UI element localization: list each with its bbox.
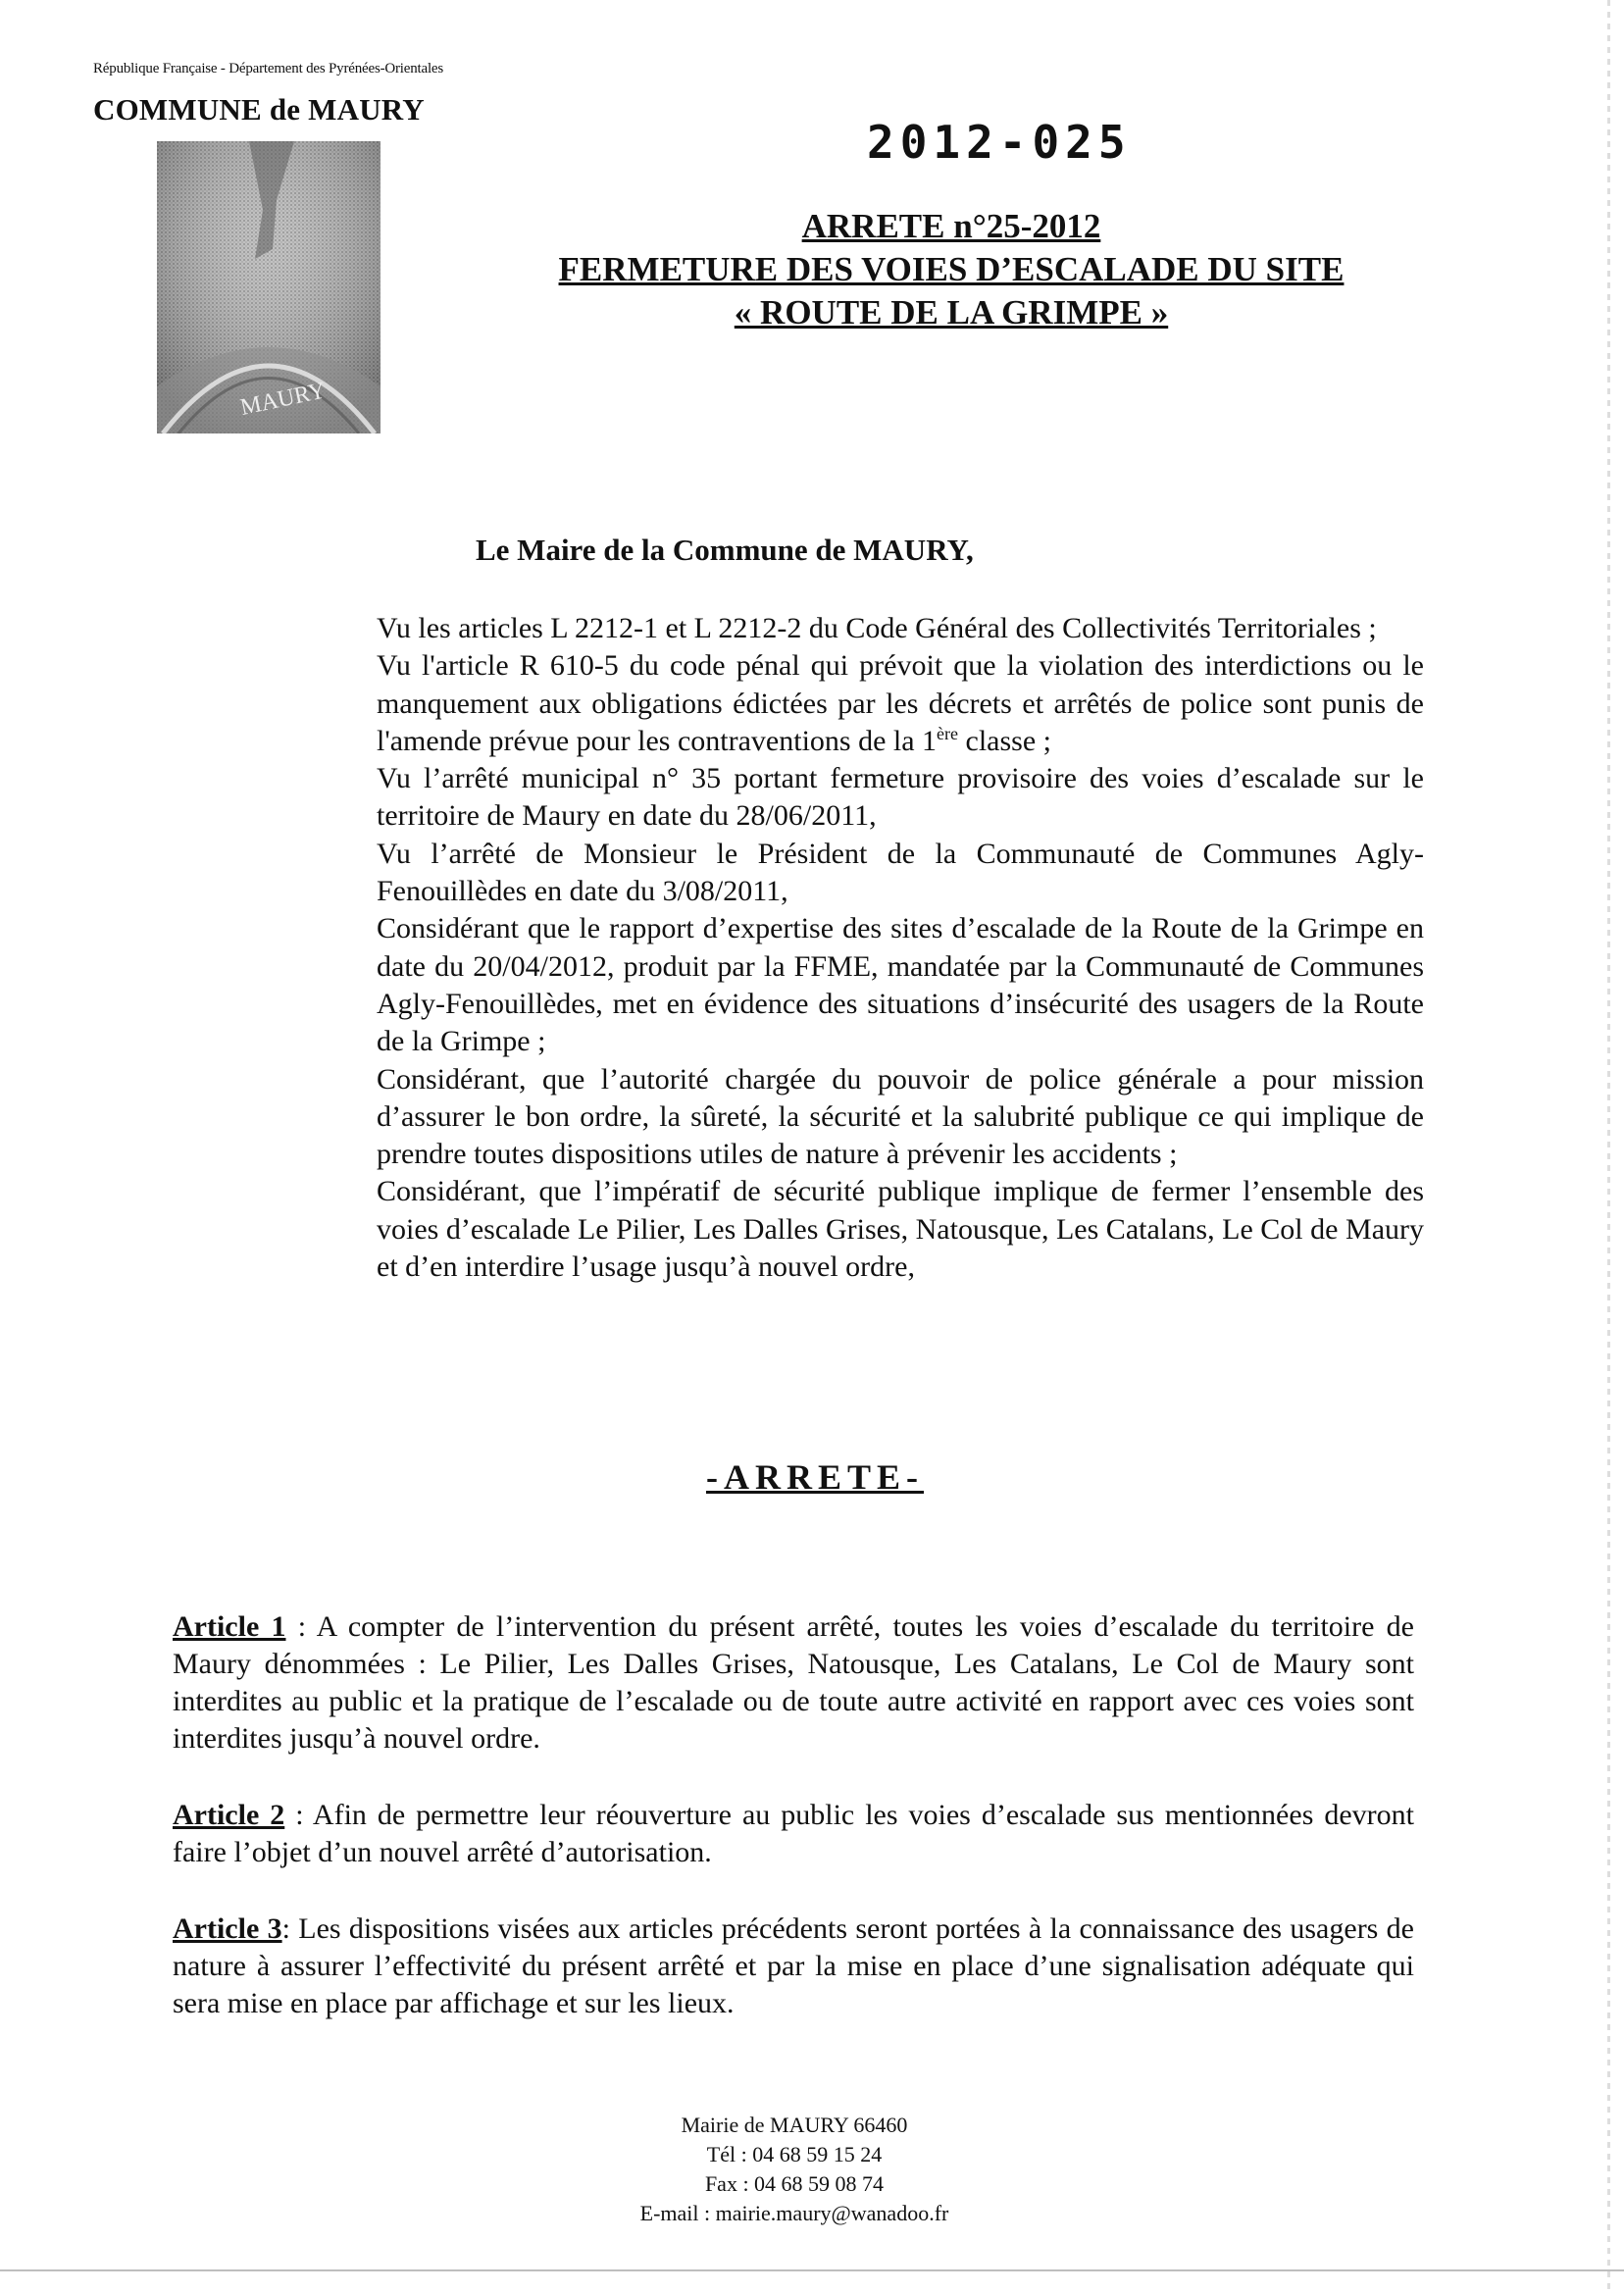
footer-phone: Tél : 04 68 59 15 24 — [706, 2142, 883, 2166]
arrete-subject-title: FERMETURE DES VOIES D’ESCALADE DU SITE — [558, 250, 1345, 288]
preamble-text: classe ; — [958, 724, 1051, 757]
seal-label: MAURY — [237, 378, 329, 422]
preamble-block — [377, 610, 1424, 1286]
scan-artifact-line — [0, 2269, 1624, 2271]
footer-contact — [588, 2111, 1000, 2228]
document-number: 2012-025 — [867, 116, 1132, 169]
preamble-paragraph: Considérant, que l’autorité chargée du pouvoir de police générale a pour mission d’assurer le bon ordre, la sûreté, la sécurité et la salubrité publique ce qui implique de prendre toutes dispositions utiles de nature à prévenir les accidents ; — [377, 1062, 1424, 1171]
ordinal-superscript: ère — [937, 723, 959, 743]
header-superscription: République Française - Département des Pyrénées-Orientales — [93, 61, 444, 76]
preamble-paragraph: Considérant, que l’impératif de sécurité publique implique de fermer l’ensemble des voies d’escalade Le Pilier, Les Dalles Grises, Natousque, Les Catalans, Le Col de Maury et d’en interdire l’usage jusqu’à nouvel ordre, — [377, 1175, 1424, 1284]
footer-address: Mairie de MAURY 66460 — [681, 2113, 908, 2137]
preamble-paragraph — [377, 647, 1424, 760]
footer-fax: Fax : 04 68 59 08 74 — [704, 2171, 885, 2196]
preamble-text: Vu l'article R 610-5 du code pénal qui prévoit que la violation des interdictions ou le manquement aux obligations édictées par les décrets et arrêtés de police sont punis de l'amende prévue pour les contraventions de la 1 — [377, 649, 1424, 757]
preamble-paragraph: Considérant que le rapport d’expertise des sites d’escalade de la Route de la Grimpe en date du 20/04/2012, produit par la FFME, mandatée par la Communauté de Communes Agly-Fenouillèdes, met en évidence des situations d’insécurité des usagers de la Route de la Grimpe ; — [377, 912, 1424, 1058]
article-text: : Afin de permettre leur réouverture au public les voies d’escalade sus mentionnées devront faire l’objet d’un nouvel arrêté d’autorisation. — [173, 1799, 1414, 1868]
scan-edge-artifact — [1607, 0, 1610, 2293]
arrete-heading: -ARRETE- — [706, 1457, 925, 1497]
article-text: : A compter de l’intervention du présent arrêté, toutes les voies d’escalade du territoire de Maury dénommées : Le Pilier, Les Dalles Grises, Natousque, Les Catalans, Le Col de Maury sont interdites au public et la pratique de l’escalade ou de toute autre activité en rapport avec ces voies sont interdites jusqu’à nouvel ordre. — [173, 1610, 1414, 1755]
article-text: : Les dispositions visées aux articles précédents seront portées à la connaissance des usagers de nature à assurer l’effectivité du présent arrêté et par la mise en place d’une signalisation adéquate qui sera mise en place par affichage et sur les lieux. — [173, 1912, 1414, 2019]
article-1 — [173, 1608, 1414, 1758]
article-label: Article 1 — [173, 1610, 286, 1643]
arrete-number-title: ARRETE n°25-2012 — [801, 207, 1101, 245]
preamble-paragraph: Vu l’arrêté de Monsieur le Président de la Communauté de Communes Agly-Fenouillèdes en date du 3/08/2011, — [377, 837, 1424, 908]
article-label: Article 2 — [173, 1799, 285, 1831]
maire-line: Le Maire de la Commune de MAURY, — [476, 533, 974, 567]
preamble-paragraph: Vu l’arrêté municipal n° 35 portant fermeture provisoire des voies d’escalade sur le territoire de Maury en date du 28/06/2011, — [377, 762, 1424, 833]
article-label: Article 3 — [173, 1912, 282, 1945]
preamble-paragraph: Vu les articles L 2212-1 et L 2212-2 du Code Général des Collectivités Territoriales ; — [377, 612, 1377, 644]
commune-name: COMMUNE de MAURY — [93, 92, 425, 127]
footer-email: E-mail : mairie.maury@wanadoo.fr — [639, 2201, 949, 2225]
article-3 — [173, 1911, 1414, 2022]
maury-seal-icon — [157, 141, 381, 433]
article-2 — [173, 1797, 1414, 1871]
arrete-site-title: « ROUTE DE LA GRIMPE » — [734, 293, 1169, 331]
